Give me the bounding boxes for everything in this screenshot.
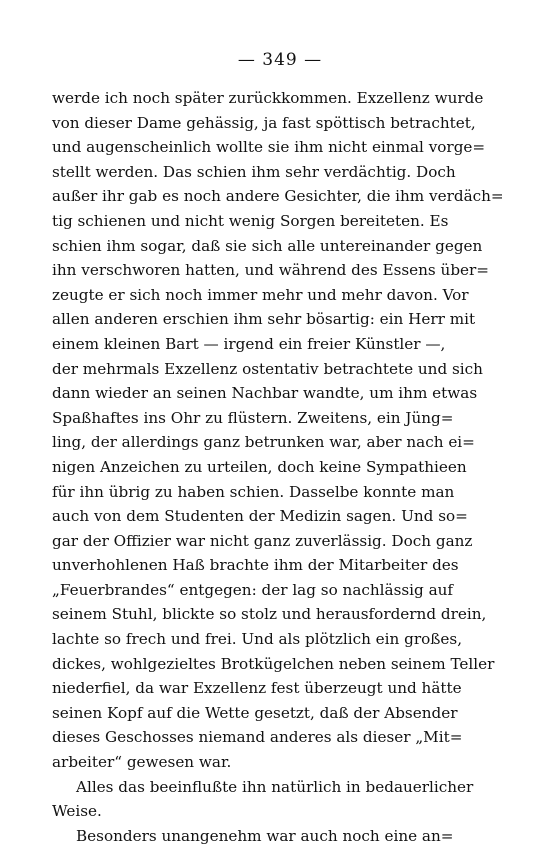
text-line: stellt werden. Das schien ihm sehr verdächtig. Doch [52,162,456,181]
page-number-header: — 349 — [237,50,323,70]
text-line: einem kleinen Bart — irgend ein freier Künstler —, [52,334,446,353]
text-line: arbeiter“ gewesen war. [52,753,232,772]
text-line: werde ich noch später zurückkommen. Exzellenz wurde [52,89,484,107]
text-line: ling, der allerdings ganz betrunken war, aber nach ei= [52,433,475,452]
text-line: zeugte er sich noch immer mehr und mehr davon. Vor [52,285,469,304]
text-line: „Feuerbrandes“ entgegen: der lag so nachlässig auf [52,580,454,599]
text-line: der mehrmals Exzellenz ostentativ betrachtete und sich [52,359,483,378]
text-line: allen anderen erschien ihm sehr bösartig: ein Herr mit [52,310,476,329]
text-line: lachte so frech und frei. Und als plötzlich ein großes, [52,630,463,649]
text-line: für ihn übrig zu haben schien. Dasselbe konnte man [52,482,455,501]
text-line: und augenscheinlich wollte sie ihm nicht einmal vorge= [52,138,486,157]
text-line: von dieser Dame gehässig, ja fast spöttisch betrachtet, [52,113,476,132]
paragraph-start-line: Besonders unangenehm war auch noch eine an= [76,826,454,845]
text-line: tig schienen und nicht wenig Sorgen bereiteten. Es [52,211,449,230]
text-line: seinem Stuhl, blickte so stolz und herausfordernd drein, [52,605,487,624]
text-line: unverhohlenen Haß brachte ihm der Mitarbeiter des [52,556,459,575]
text-line: auch von dem Studenten der Medizin sagen. Und so= [52,507,468,526]
text-line: niederfiel, da war Exzellenz fest überzeugt und hätte [52,679,462,698]
text-line: schien ihm sogar, daß sie sich alle untereinander gegen [52,236,483,255]
text-line: Spaßhaftes ins Ohr zu flüstern. Zweitens, ein Jüng= [52,408,454,427]
text-line: seinen Kopf auf die Wette gesetzt, daß der Absender [52,703,458,722]
text-line: ihn verschworen hatten, und während des Essens über= [52,261,490,280]
text-line: dickes, wohlgezieltes Brotkügelchen neben seinem Teller [52,654,495,673]
text-line: dann wieder an seinen Nachbar wandte, um ihm etwas [52,384,478,403]
body-text [52,86,504,848]
text-line: außer ihr gab es noch andere Gesichter, die ihm verdäch= [52,187,504,206]
paragraph-start-line: Alles das beeinflußte ihn natürlich in bedauerlicher [76,777,474,796]
text-line: dieses Geschosses niemand anderes als dieser „Mit= [52,728,463,747]
text-line: Weise. [52,802,102,821]
text-line: gar der Offizier war nicht ganz zuverlässig. Doch ganz [52,531,473,550]
text-line: nigen Anzeichen zu urteilen, doch keine Sympathieen [52,457,467,476]
